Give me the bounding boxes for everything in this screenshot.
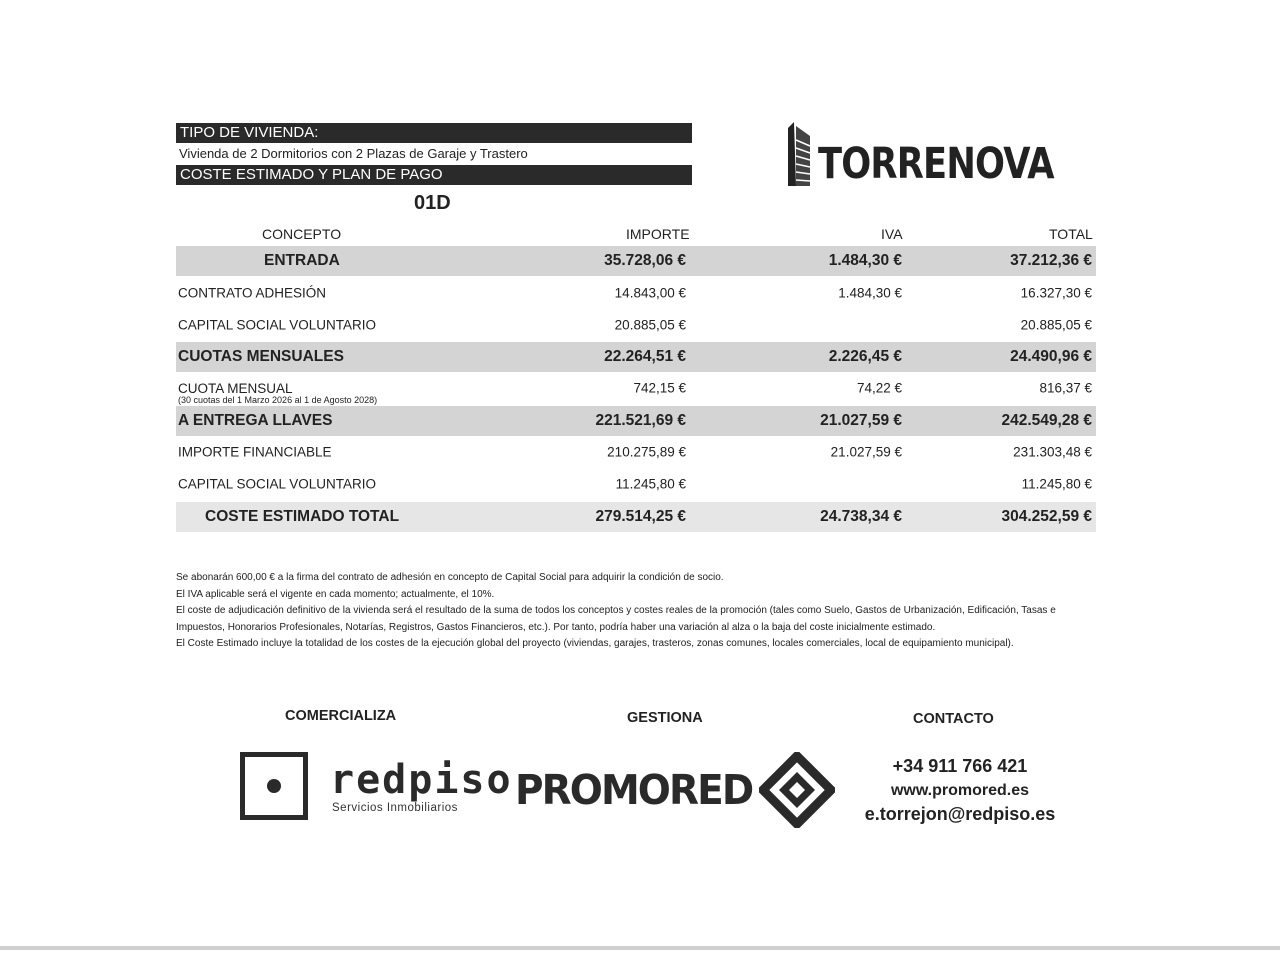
note-line: El IVA aplicable será el vigente en cada momento; actualmente, el 10%. <box>176 588 495 600</box>
header-importe: IMPORTE <box>626 226 690 242</box>
promored-logo <box>515 752 835 828</box>
promored-wordmark: PROMORED <box>515 766 753 814</box>
comercializa-title: COMERCIALIZA <box>285 708 397 724</box>
torrenova-wordmark: TORRENOVA <box>818 139 1054 189</box>
table-row <box>176 437 1096 467</box>
contact-phone[interactable]: +34 911 766 421 <box>892 756 1028 776</box>
contacto-title: CONTACTO <box>913 711 994 727</box>
torrenova-logo <box>784 122 1106 189</box>
header-concepto: CONCEPTO <box>262 226 342 242</box>
row-importe: 210.275,89 € <box>607 444 686 460</box>
row-iva: 1.484,30 € <box>838 285 902 301</box>
redpiso-wordmark: redpiso <box>330 757 513 803</box>
row-concepto: ENTRADA <box>264 252 340 269</box>
contact-email[interactable]: e.torrejon@redpiso.es <box>864 804 1056 824</box>
row-iva: 21.027,59 € <box>830 444 902 460</box>
footnotes <box>176 570 1076 653</box>
row-importe: 14.843,00 € <box>614 285 686 301</box>
table-row-total <box>176 502 1096 532</box>
plan-pago-label: COSTE ESTIMADO Y PLAN DE PAGO <box>176 165 692 185</box>
row-iva: 24.738,34 € <box>820 508 902 525</box>
row-total: 20.885,05 € <box>1020 317 1092 333</box>
row-iva: 2.226,45 € <box>828 348 902 365</box>
contact-website[interactable]: www.promored.es <box>890 782 1030 799</box>
header-iva: IVA <box>881 226 903 242</box>
row-total: 16.327,30 € <box>1020 285 1092 301</box>
promored-diamond-icon <box>759 752 835 828</box>
row-concepto: IMPORTE FINANCIABLE <box>178 444 332 460</box>
tipo-vivienda-value: Vivienda de 2 Dormitorios con 2 Plazas de Garaje y Trastero <box>179 146 528 161</box>
gestiona-title: GESTIONA <box>627 710 703 726</box>
row-total: 231.303,48 € <box>1013 444 1092 460</box>
table-row-entrada <box>176 246 1096 276</box>
table-row <box>176 373 1096 403</box>
note-line: El coste de adjudicación definitivo de la vivienda será el resultado de la suma de todos los conceptos y costes reales de la promoción (tales como Suelo, Gastos de Urbanización, Edificación, Tasas e Impuestos, Honorarios Profesionales, Notarías, Registros, Gastos Financieros, etc.). Por tanto, podría haber una variación al alza o la baja del coste inicialmente estimado. <box>176 605 1056 633</box>
row-concepto: CONTRATO ADHESIÓN <box>178 285 327 301</box>
header-total: TOTAL <box>1049 226 1093 242</box>
row-total: 24.490,96 € <box>1010 348 1092 365</box>
note-line: Se abonarán 600,00 € a la firma del contrato de adhesión en concepto de Capital Social para adquirir la condición de socio. <box>176 572 724 583</box>
row-concepto: CAPITAL SOCIAL VOLUNTARIO <box>178 317 377 333</box>
table-row <box>176 278 1096 308</box>
row-importe: 20.885,05 € <box>614 317 686 333</box>
note-line: El Coste Estimado incluye la totalidad de los costes de la ejecución global del proyecto (viviendas, garajes, trasteros, zonas comunes, locales comerciales, local de equipamiento municipal). <box>176 638 1014 649</box>
redpiso-square-icon <box>240 752 308 820</box>
unit-code: 01D <box>414 192 451 214</box>
table-row-entrega-llaves <box>176 406 1096 436</box>
row-iva: 1.484,30 € <box>828 252 902 269</box>
row-total: 304.252,59 € <box>1001 508 1092 525</box>
tipo-vivienda-label: TIPO DE VIVIENDA: <box>176 123 692 143</box>
contact-block <box>860 752 1060 826</box>
row-iva: 21.027,59 € <box>820 412 902 429</box>
row-importe: 742,15 € <box>633 380 686 396</box>
row-importe: 279.514,25 € <box>595 508 686 525</box>
row-concepto: CUOTAS MENSUALES <box>178 348 344 365</box>
row-concepto: CAPITAL SOCIAL VOLUNTARIO <box>178 476 377 492</box>
table-row-cuotas-mensuales <box>176 342 1096 372</box>
redpiso-logo <box>240 752 513 820</box>
row-importe: 22.264,51 € <box>604 348 686 365</box>
row-total: 242.549,28 € <box>1001 412 1092 429</box>
row-note: (30 cuotas del 1 Marzo 2026 al 1 de Agosto 2028) <box>178 395 378 405</box>
row-total: 11.245,80 € <box>1021 476 1092 492</box>
table-row <box>176 310 1096 340</box>
row-importe: 11.245,80 € <box>615 476 686 492</box>
row-total: 816,37 € <box>1039 380 1092 396</box>
tower-icon <box>784 122 812 186</box>
table-header <box>176 222 1096 246</box>
row-concepto: COSTE ESTIMADO TOTAL <box>205 508 400 525</box>
row-iva: 74,22 € <box>856 380 902 396</box>
row-concepto: A ENTREGA LLAVES <box>178 412 333 429</box>
redpiso-tagline: Servicios Inmobiliarios <box>332 802 458 814</box>
row-total: 37.212,36 € <box>1010 252 1092 269</box>
table-row <box>176 469 1096 499</box>
row-concepto: CUOTA MENSUAL <box>178 381 293 396</box>
row-importe: 35.728,06 € <box>604 252 686 269</box>
page-edge-divider <box>0 946 1280 950</box>
row-importe: 221.521,69 € <box>595 412 686 429</box>
